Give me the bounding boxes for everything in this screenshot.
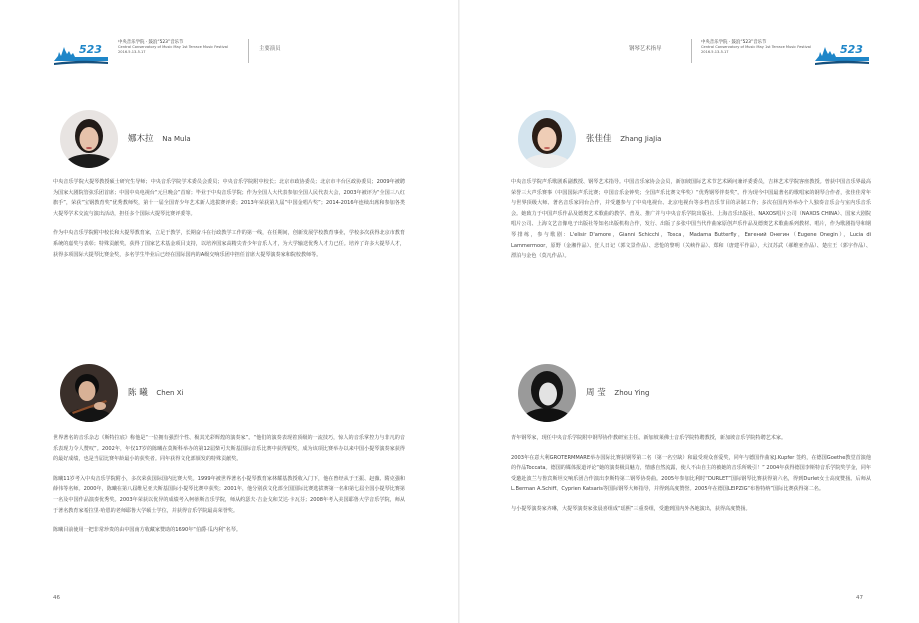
event-title-en: Central Conservatory of Music May 1st Terrace Music Festival xyxy=(701,45,811,49)
event-title-zh: 中央音乐学院 · 鼓浪“523”音乐节 xyxy=(118,40,184,45)
right-page xyxy=(461,0,919,623)
person-name xyxy=(128,132,191,144)
event-title xyxy=(701,40,821,55)
left-page xyxy=(0,0,458,623)
page-gutter xyxy=(458,0,460,623)
section-title: 主要演员 xyxy=(259,46,281,52)
page-number: 46 xyxy=(53,595,60,601)
portrait-photo xyxy=(518,364,576,422)
bio-paragraph: 2003年在意大利GROTERMMARE举办国际比赛获钢琴第二名（第一名空缺）和最受观众喜爱奖，同年与德国作曲家J.Kupfer 签约，在德国Goethe教堂首演他的作品Toccata。德国的媒体报道评论“她的演奏极具魅力，情感自然流露，使人不由自主的被她的音乐所吸引！” 2004年获得德国李斯特音乐学院奖学金，同年受邀赴波兰与鲁宾斯坦交响乐团合作演出李斯特第二钢琴协奏曲。2005年参加比利时“DURLET”国际钢琴比赛获得第六名，得到Durlet女士高度赞扬。后师从L.Berman A.Schiff、Cyprien Katsaris等国际钢琴大师指导，并得到高度赞誉。2005年在德国LEIPZIG“布鲁特纳”国际比赛获得第二名。 xyxy=(511,454,871,493)
event-date: 2016.5.13-5.17 xyxy=(701,50,729,54)
page-header xyxy=(52,38,412,68)
bio-paragraph: 与小提琴演奏家齐琳，大提琴演奏家张晨喜组成“瑶熙”三重奏组，受邀到国内外各地演出，获得高度赞扬。 xyxy=(511,505,751,512)
person-name-zh: 娜木拉 xyxy=(128,134,154,144)
person-name-en: Zhang JiaJia xyxy=(620,135,662,143)
event-title xyxy=(118,40,238,55)
person-name-zh: 陈 曦 xyxy=(128,388,148,398)
person-name xyxy=(586,386,649,398)
event-date: 2016.5.13-5.17 xyxy=(118,50,146,54)
event-title-en: Central Conservatory of Music May 1st Terrace Music Festival xyxy=(118,45,228,49)
bio-paragraph: 世界著名的音乐杂志《斯特拉底》称他是“一位拥有强烈个性、极其光彩辉煌的演奏家”。“他们的演奏表现着顶级的一流技巧，惊人的音乐掌控力与非凡的音乐表现力令人赞叹”。2002年，年仅17岁的陈曦在莫斯科举办的第12届柴可夫斯基国际音乐比赛中获得银奖，成为该项比赛举办以来中国小提琴演奏家获得的最好成绩，也是当届比赛年龄最小的获奖者。同年获得文化部颁发的特殊贡献奖。 xyxy=(53,435,405,463)
svg-text:523: 523 xyxy=(840,43,863,56)
person-name-zh: 周 莹 xyxy=(586,388,606,398)
bio-paragraph: 青年钢琴家，现任中央音乐学院附中钢琴协作教研室主任。新加坡莱佛士音乐学院特聘教授，新加坡音乐学院特聘艺术家。 xyxy=(511,435,787,441)
header-divider xyxy=(248,39,249,63)
bio-paragraph: 作为中央音乐学院附中校长和大提琴教育家，立足于教学，长期奋斗在行政教学工作的第一线，在任期间，创新发展学校教育事业，学校多次获得北京市教育系统的嘉奖与表彰；特殊贡献奖。获得了国家艺术基金项目支持，以培养国家高精尖青少年音乐人才，为大学输送优秀人才力已任。培养了许多大提琴人才，获得多项国际大提琴比赛金奖，多名学生毕业后已经在国际国内的A级交响乐团中担任首席大提琴演奏家和院校教师等。 xyxy=(53,230,405,258)
person-name-en: Na Mula xyxy=(162,135,191,143)
bio-paragraph: 中央音乐学院声乐歌剧系副教授、钢琴艺术指导。中国音乐家协会会员，新加坡国际艺术节艺术顾问兼评委委员，吉林艺术学院客座教授。曾获中国音乐界最高荣誉三大声乐赛事（中国国际声乐比赛；中国音乐金钟奖；全国声乐比赛文华奖）“优秀钢琴伴奏奖”。作为现今中国最著名的歌唱家的钢琴合作者，张佳佳常年与世界顶级大师、著名音乐家同台合作，并受邀参与了中央电视台、北京电视台等多档音乐节目的录制工作；多次在国内外举办个人独奏音乐会与室内乐音乐会。她致力于中国声乐作品及德奥艺术歌曲的教学、普及、推广并与中央音乐学院出版社、上海音乐出版社、NAXOS唱片公司（NAXOS CHINA）、国家大剧院唱片公司、上海文艺音像电子出版社等知名出版机构合作，发行、出版了多张中国当代作曲家原创声乐作品及德奥艺术歌曲系列教材、唱片，作为歌剧指导和钢琴排练，参与歌剧：L'elisir D'amore，Gianni Schicchi，Tosca，Madama Butterfly，Евгений Онегин（Eugene Onegin），Lucia di Lammermoor，原野（金湘作品）、狂人日记（郭文景作品）、悲怆的黎明（关峡作品）、郑和（唐建平作品），大汉苏武（郝维亚作品）、楚庄王（郭宇作品）、漂泊与金色（莫凡作品）。 xyxy=(511,179,871,260)
page-number: 47 xyxy=(856,595,863,601)
page-header xyxy=(511,38,871,68)
bio-paragraph: 陈曦11岁考入中央音乐学院附小，多次荣获国际国内比赛大奖。1999年被世界著名小提琴教育家林耀基教授收入门下，他在曾经从于王振、赵薇、隋克强和薛伟等名师。2000年，陈曦在第八届维尼亚夫斯基国际小提琴比赛中获奖；2001年，他分别获文化部全国国际比赛选拔赛第一名和第七届全国小提琴比赛第一名及中国作品演奏优秀奖。2003年荣获以优异的成绩考入柯蒂斯音乐学院，师从约瑟夫·吉金戈和艾达·卡瓦芬；2008年考入美国耶鲁大学音乐学院，师从于著名教育家希拉里·哈恩的老师耶鲁大学硕士学位，并获得音乐学院最高荣誉奖。 xyxy=(53,475,405,514)
festival-logo-icon xyxy=(52,38,110,66)
person-name xyxy=(128,386,183,398)
svg-text:523: 523 xyxy=(79,43,102,56)
biography-zhou-ying xyxy=(511,433,871,524)
person-name xyxy=(586,132,661,144)
biography-zhang-jiajia xyxy=(511,177,871,271)
festival-logo-icon xyxy=(813,38,871,66)
person-name-zh: 张佳佳 xyxy=(586,134,612,144)
header-divider xyxy=(691,39,692,63)
bio-paragraph: 中央音乐学院大提琴教授硕士研究生导师；中央音乐学院学术委员会委员；中央音乐学院附中校长；北京市政协委员；北京市丰台区政协委员；2009年被聘为国家大剧院管弦乐团首席；中国中央电视台“元旦晚会”首席；毕业于中央音乐学院；作为全国人大代表参加全国人民代表大会，2003年被评为“全国三八红旗手”，荣获“宝钢教育奖”优秀教师奖，第十一届全国青少年艺术新人选拔赛评委；2013年荣获第九届“中国金唱片奖”；2014-2016年连续出席和参加各类大提琴学术交流与演出活动，担任多个国际大提琴比赛评委等。 xyxy=(53,179,405,217)
portrait-photo xyxy=(518,110,576,168)
person-name-en: Zhou Ying xyxy=(614,389,650,397)
section-title: 钢琴艺术指导 xyxy=(629,46,662,52)
event-title-zh: 中央音乐学院 · 鼓浪“523”音乐节 xyxy=(701,40,767,45)
portrait-photo xyxy=(60,110,118,168)
person-name-en: Chen Xi xyxy=(156,389,184,397)
biography-na-mula xyxy=(53,177,405,269)
portrait-photo xyxy=(60,364,118,422)
biography-chen-xi xyxy=(53,433,405,545)
bio-paragraph: 陈曦目前使用一把非常珍贵的由中国南方收藏家赞助的1690年“伯爵·瓜内利”名琴。 xyxy=(53,527,241,534)
